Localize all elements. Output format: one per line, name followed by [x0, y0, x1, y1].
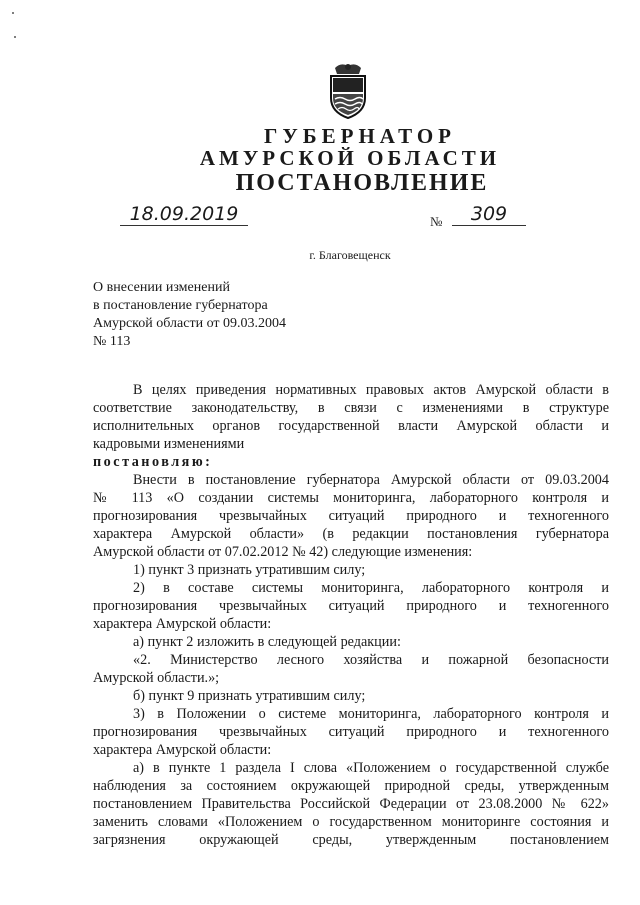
decree-number: 309	[452, 203, 526, 226]
item-3a-line: загрязнения окружающей среды, утвержденным постановлением	[93, 832, 609, 848]
item-2-line: характера Амурской области:	[93, 616, 272, 632]
item-1: 1) пункт 3 признать утратившим силу;	[133, 562, 366, 578]
item-3a-line: постановлением Правительства Российской Федерации от 23.08.2000 № 622»	[93, 796, 609, 812]
subject-line: О внесении изменений	[93, 280, 230, 295]
intro-line: Внести в постановление губернатора Амурской области от 09.03.2004	[133, 472, 609, 488]
intro-line: Амурской области от 07.02.2012 № 42) следующие изменения:	[93, 544, 473, 560]
item-2b: б) пункт 9 признать утратившим силу;	[133, 688, 366, 704]
item-2a-quote-line: «2. Министерство лесного хозяйства и пожарной безопасности	[133, 652, 609, 668]
number-label: №	[430, 214, 443, 229]
item-2-line: 2) в составе системы мониторинга, лабораторного контроля и	[133, 580, 609, 596]
city-name: г. Благовещенск	[309, 248, 391, 262]
decree-date: 18.09.2019	[120, 203, 248, 226]
resolve-word: постановляю:	[93, 454, 213, 470]
item-2a: а) пункт 2 изложить в следующей редакции:	[133, 634, 401, 650]
preamble-line: кадровыми изменениями	[93, 436, 245, 452]
decree-body	[93, 381, 609, 849]
intro-line: характера Амурской области» (в редакции постановления губернатора	[93, 526, 609, 542]
preamble-line: В целях приведения нормативных правовых актов Амурской области в	[133, 382, 609, 398]
item-3-line: 3) в Положении о системе мониторинга, лабораторного контроля и	[133, 706, 609, 722]
item-3-line: характера Амурской области:	[93, 742, 272, 758]
item-2a-quote-line: Амурской области.»;	[93, 670, 220, 686]
intro-line: прогнозирования чрезвычайных ситуаций природного и техногенного	[93, 508, 609, 524]
preamble-line: соответствие законодательству, в связи с изменениями в структуре	[93, 400, 609, 416]
coat-of-arms-emblem	[327, 62, 369, 120]
scan-speck	[14, 36, 16, 38]
item-3-line: прогнозирования чрезвычайных ситуаций природного и техногенного	[93, 724, 609, 740]
item-3a-line: наблюдения за состоянием окружающей природной среды, утвержденным	[93, 778, 609, 794]
subject-line: в постановление губернатора	[93, 298, 268, 313]
document-type-title: ПОСТАНОВЛЕНИЕ	[235, 170, 489, 196]
scan-speck	[12, 12, 14, 14]
item-3a-line: заменить словами «Положением о государственном мониторинге состояния и	[93, 814, 609, 830]
item-2-line: прогнозирования чрезвычайных ситуаций природного и техногенного	[93, 598, 609, 614]
preamble-line: исполнительных органов государственной власти Амурской области и	[93, 418, 609, 434]
issuer-title: ГУБЕРНАТОР	[263, 124, 457, 148]
subject-line: № 113	[93, 334, 131, 349]
item-3a-line: а) в пункте 1 раздела I слова «Положением о государственной службе	[133, 760, 609, 776]
decree-subject	[93, 279, 286, 351]
subject-line: Амурской области от 09.03.2004	[93, 316, 286, 331]
intro-line: № 113 «О создании системы мониторинга, лабораторного контроля и	[93, 490, 609, 506]
region-title: АМУРСКОЙ ОБЛАСТИ	[199, 146, 501, 170]
